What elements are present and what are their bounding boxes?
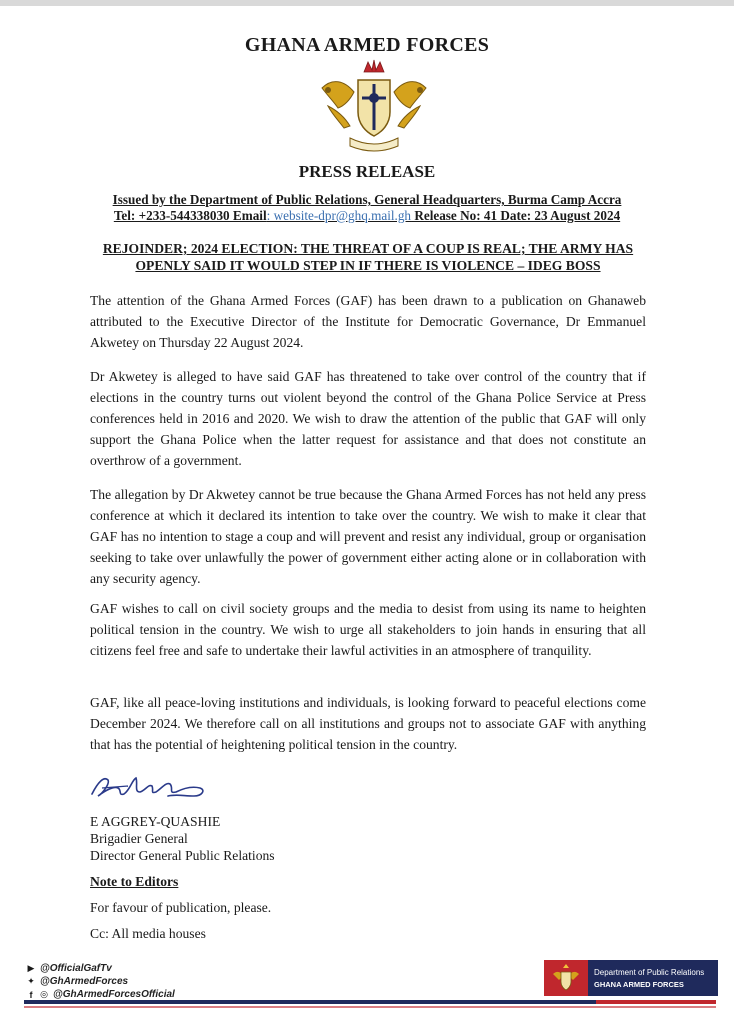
release-headline: REJOINDER; 2024 ELECTION: THE THREAT OF A COUP IS REAL; THE ARMY HAS OPENLY SAID IT WOULD STEP IN IF THERE IS VIOLENCE – IDEG BOSS — [102, 241, 634, 273]
social-row-twitter[interactable] — [26, 975, 175, 988]
press-release-title: PRESS RELEASE — [298, 162, 436, 181]
email-link[interactable]: : website-dpr@ghq.mail.gh — [266, 208, 412, 223]
signatory-name: E AGGREY-QUASHIE — [90, 814, 221, 829]
twitter-handle: @GhArmedForces — [40, 976, 129, 987]
body-paragraph-2: Dr Akwetey is alleged to have said GAF has threatened to take over control of the country that if elections in the country turns out violent beyond the control of the Ghana Police Service at Press conferences held in 2016 and 2020. We wish to draw the attention of the public that GAF will only support the Ghana Police when the latter request for assistance and that does not constitute an overthrow of a government. — [90, 369, 646, 468]
badge-crest-icon — [544, 960, 588, 996]
contact-line — [78, 208, 656, 224]
body-paragraph-4: GAF wishes to call on civil society groups and the media to desist from using its name to heighten political tension in the country. We wish to urge all stakeholders to join hands in ensuring that all citizens feel free and safe to undertake their lawful activities in an atmosphere of tranquility. — [90, 601, 646, 658]
note-to-editors-body: For favour of publication, please. — [90, 900, 272, 915]
instagram-icon: ◎ — [40, 989, 48, 999]
badge-org-label: GHANA ARMED FORCES — [594, 979, 684, 989]
body-paragraph-3: The allegation by Dr Akwetey cannot be true because the Ghana Armed Forces has not held any press conference at which it declared its intention to take over the country. We wish to make it clear that GAF has no intention to stage a coup and will prevent and resist any individual, group or organisation seeking to take over unlawfully the power of government either acting alone or in collaboration with any security agency. — [90, 487, 646, 586]
badge-department-label: Department of Public Relations — [594, 967, 705, 977]
badge-text-block — [588, 960, 718, 996]
body-paragraph-5: GAF, like all peace-loving institutions and individuals, is looking forward to peaceful elections come December 2024. We therefore call on all institutions and groups not to associate GAF with anything that has the potential of heightening political tension in the country. — [90, 695, 646, 752]
social-row-youtube[interactable] — [26, 962, 175, 975]
handwritten-signature — [88, 768, 228, 804]
body-paragraph-1: The attention of the Ghana Armed Forces (GAF) has been drawn to a publication on Ghanaweb attributed to the Executive Director of the Institute for Democratic Governance, Dr Emmanuel Akwetey on Thursday 22 August 2024. — [90, 293, 646, 350]
top-border-strip — [0, 0, 734, 6]
organization-title: GHANA ARMED FORCES — [244, 34, 490, 56]
issued-by-line: Issued by the Department of Public Relations, General Headquarters, Burma Camp Accra — [112, 192, 622, 207]
mini-crest-icon — [551, 964, 581, 992]
facebook-instagram-handle: @GhArmedForcesOfficial — [53, 989, 175, 1000]
note-to-editors-heading: Note to Editors — [90, 874, 179, 889]
twitter-icon: ✦ — [27, 976, 35, 986]
footer-color-bar — [24, 1000, 716, 1004]
social-media-handles — [26, 962, 175, 1001]
department-badge — [544, 960, 718, 996]
signatory-title: Director General Public Relations — [90, 848, 275, 863]
telephone-label: Tel: +233-544338030 Email — [113, 208, 267, 223]
youtube-icon: ▶ — [27, 963, 35, 973]
cc-line: Cc: All media houses — [90, 926, 206, 941]
gaf-crest-emblem — [314, 58, 434, 156]
footer-thin-strip — [24, 1006, 716, 1008]
facebook-icon: f — [29, 989, 33, 1000]
youtube-handle: @OfficialGafTv — [40, 963, 112, 974]
signatory-rank: Brigadier General — [90, 831, 188, 846]
release-info: Release No: 41 Date: 23 August 2024 — [411, 208, 621, 223]
